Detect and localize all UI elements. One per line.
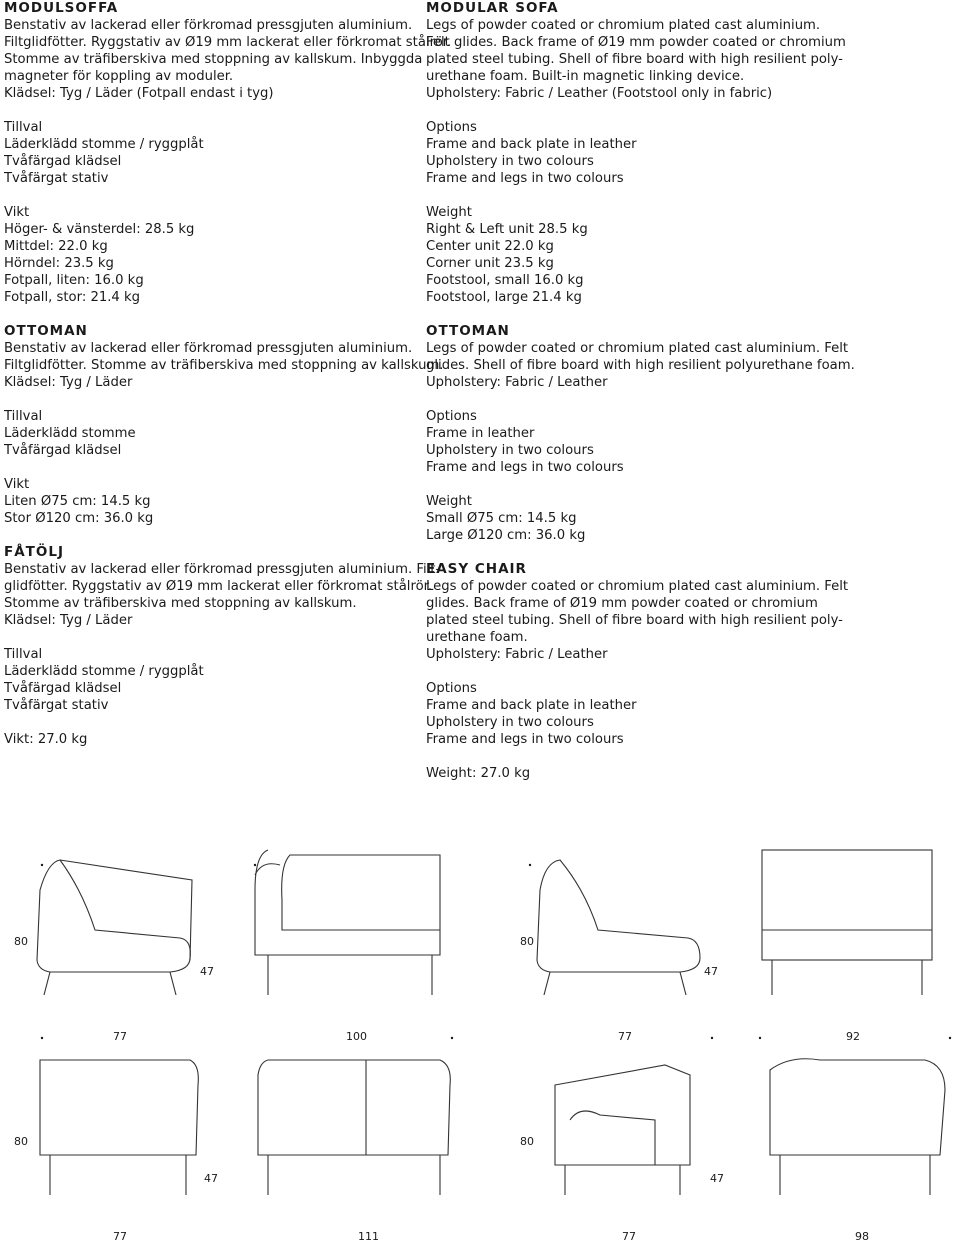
dim-height: 80	[14, 935, 28, 948]
text-line: Benstativ av lackerad eller förkromad pressgjuten aluminium. Filt-	[4, 562, 441, 577]
text-line: glidfötter. Ryggstativ av Ø19 mm lackerat eller förkromat stålrör.	[4, 579, 433, 594]
options-label: Options	[426, 409, 477, 424]
weight-label: Vikt	[4, 205, 30, 220]
options-block	[4, 408, 424, 459]
dim-height: 80	[14, 1135, 28, 1148]
weight-item: Corner unit 23.5 kg	[426, 256, 554, 271]
weight-item: Large Ø120 cm: 36.0 kg	[426, 528, 586, 543]
section-title: EASY CHAIR	[426, 561, 527, 577]
options-label: Tillval	[4, 120, 43, 135]
text-line: Benstativ av lackerad eller förkromad pressgjuten aluminium.	[4, 341, 413, 356]
text-line: Klädsel: Tyg / Läder (Fotpall endast i tyg)	[4, 86, 274, 101]
text-line: plated steel tubing. Shell of fibre board with high resilient poly-	[426, 52, 843, 67]
options-label: Options	[426, 120, 477, 135]
options-block	[426, 119, 826, 187]
weight-item: Right & Left unit 28.5 kg	[426, 222, 588, 237]
text-line: Filtglidfötter. Stomme av träfiberskiva med stoppning av kallskum.	[4, 358, 444, 373]
option-item: Frame and back plate in leather	[426, 137, 637, 152]
section-title: FÅTÖLJ	[4, 544, 64, 560]
options-label: Tillval	[4, 647, 43, 662]
weight-item: Höger- & vänsterdel: 28.5 kg	[4, 222, 195, 237]
easy-chair-front-view	[555, 1065, 690, 1195]
weight-item: Liten Ø75 cm: 14.5 kg	[4, 494, 151, 509]
section-title: MODULAR SOFA	[426, 0, 559, 16]
weight-block	[426, 204, 826, 306]
options-label: Tillval	[4, 409, 43, 424]
options-block	[4, 119, 424, 187]
section-title: MODULSOFFA	[4, 0, 119, 16]
options-block	[426, 408, 826, 476]
text-line: magneter för koppling av moduler.	[4, 69, 234, 84]
description	[426, 17, 846, 102]
dim-width: 111	[358, 1230, 379, 1243]
text-line: urethane foam. Built-in magnetic linking device.	[426, 69, 745, 84]
text-line: Legs of powder coated or chromium plated cast aluminium.	[426, 18, 821, 33]
text-line: Upholstery: Fabric / Leather	[426, 647, 608, 662]
dim-width: 77	[113, 1230, 127, 1243]
option-item: Frame in leather	[426, 426, 535, 441]
dim-width: 77	[618, 1030, 632, 1043]
weight-item: Mittdel: 22.0 kg	[4, 239, 108, 254]
english-column	[426, 0, 855, 782]
weight-label: Vikt	[4, 477, 30, 492]
description	[4, 17, 452, 102]
weight-item: Weight: 27.0 kg	[426, 766, 531, 781]
option-item: Frame and legs in two colours	[426, 460, 624, 475]
left-unit-front-view	[255, 850, 440, 995]
options-block	[4, 646, 424, 714]
weight-item: Stor Ø120 cm: 36.0 kg	[4, 511, 154, 526]
weight-item: Footstool, large 21.4 kg	[426, 290, 582, 305]
text-line: Filtglidfötter. Ryggstativ av Ø19 mm lackerat eller förkromat stålrör.	[4, 35, 452, 50]
weight-item: Fotpall, stor: 21.4 kg	[4, 290, 141, 305]
text-line: Stomme av träfiberskiva med stoppning av kallskum. Inbyggda	[4, 52, 423, 67]
text-line: Upholstery: Fabric / Leather	[426, 375, 608, 390]
drawings-svg	[0, 820, 960, 1243]
left-unit-side-view	[37, 860, 192, 995]
option-item: Upholstery in two colours	[426, 154, 594, 169]
option-item: Läderklädd stomme / ryggplåt	[4, 664, 204, 679]
option-item: Frame and back plate in leather	[426, 698, 637, 713]
easy-chair-back-view	[770, 1059, 945, 1195]
description	[4, 561, 441, 629]
weight-label: Weight	[426, 494, 472, 509]
dim-seat-height: 47	[704, 965, 718, 978]
text-line: Felt glides. Back frame of Ø19 mm powder coated or chromium	[426, 35, 846, 50]
option-item: Läderklädd stomme	[4, 426, 136, 441]
weight-item: Fotpall, liten: 16.0 kg	[4, 273, 144, 288]
option-item: Frame and legs in two colours	[426, 171, 624, 186]
corner-unit-front-view	[40, 1060, 198, 1195]
weight-label: Weight	[426, 205, 472, 220]
center-unit-front-view	[762, 850, 932, 995]
option-item: Tvåfärgad klädsel	[4, 681, 122, 696]
dim-height: 80	[520, 1135, 534, 1148]
dim-seat-height: 47	[200, 965, 214, 978]
weight-item: Vikt: 27.0 kg	[4, 732, 88, 747]
dim-width: 77	[622, 1230, 636, 1243]
description	[4, 340, 444, 391]
dim-width: 77	[113, 1030, 127, 1043]
text-line: glides. Shell of fibre board with high resilient polyurethane foam.	[426, 358, 855, 373]
text-line: Stomme av träfiberskiva med stoppning av kallskum.	[4, 596, 357, 611]
dim-seat-height: 47	[204, 1172, 218, 1185]
section-title: OTTOMAN	[426, 323, 510, 339]
dimension-drawings	[0, 820, 960, 1243]
weight-block	[4, 476, 424, 527]
text-line: Legs of powder coated or chromium plated cast aluminium. Felt	[426, 579, 849, 594]
text-line: Benstativ av lackerad eller förkromad pressgjuten aluminium.	[4, 18, 413, 33]
option-item: Tvåfärgad klädsel	[4, 154, 122, 169]
weight-item: Footstool, small 16.0 kg	[426, 273, 584, 288]
weight-block	[426, 493, 826, 544]
dim-width: 100	[346, 1030, 367, 1043]
option-item: Läderklädd stomme / ryggplåt	[4, 137, 204, 152]
option-item: Tvåfärgat stativ	[4, 171, 109, 186]
text-line: Klädsel: Tyg / Läder	[4, 613, 133, 628]
text-line: Legs of powder coated or chromium plated cast aluminium. Felt	[426, 341, 849, 356]
weight-item: Small Ø75 cm: 14.5 kg	[426, 511, 577, 526]
dim-width: 98	[855, 1230, 869, 1243]
description	[426, 340, 855, 391]
text-line: Klädsel: Tyg / Läder	[4, 375, 133, 390]
option-item: Upholstery in two colours	[426, 443, 594, 458]
weight-item: Hörndel: 23.5 kg	[4, 256, 114, 271]
section-title: OTTOMAN	[4, 323, 88, 339]
text-line: urethane foam.	[426, 630, 528, 645]
dim-seat-height: 47	[710, 1172, 724, 1185]
center-unit-side-view	[537, 860, 700, 995]
text-line: Upholstery: Fabric / Leather (Footstool only in fabric)	[426, 86, 773, 101]
options-label: Options	[426, 681, 477, 696]
text-line: glides. Back frame of Ø19 mm powder coated or chromium	[426, 596, 818, 611]
option-item: Tvåfärgad klädsel	[4, 443, 122, 458]
weight-block	[4, 204, 424, 306]
description	[426, 578, 849, 663]
option-item: Tvåfärgat stativ	[4, 698, 109, 713]
option-item: Frame and legs in two colours	[426, 732, 624, 747]
weight-item: Center unit 22.0 kg	[426, 239, 554, 254]
dim-width: 92	[846, 1030, 860, 1043]
options-block	[426, 680, 826, 748]
text-line: plated steel tubing. Shell of fibre board with high resilient poly-	[426, 613, 843, 628]
sofa-two-units-view	[258, 1060, 450, 1195]
option-item: Upholstery in two colours	[426, 715, 594, 730]
dim-height: 80	[520, 935, 534, 948]
